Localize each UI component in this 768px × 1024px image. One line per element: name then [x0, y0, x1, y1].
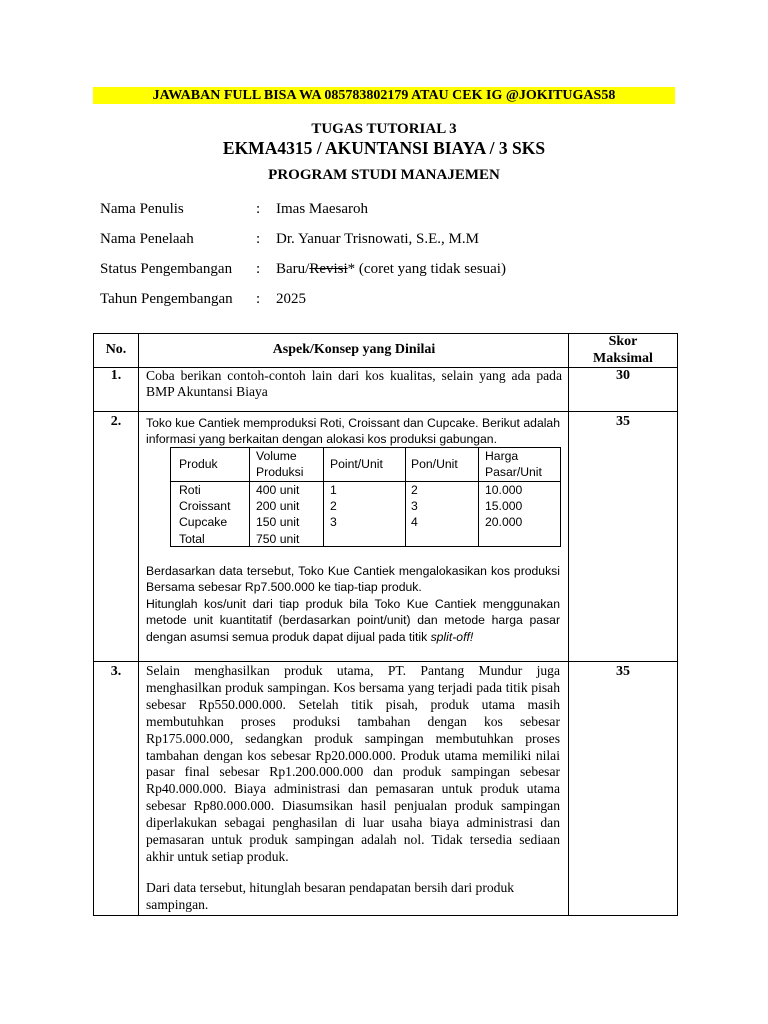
inner-header-pon: Pon/Unit — [411, 457, 458, 471]
product-data-table — [170, 447, 560, 547]
question-text: Selain menghasilkan produk utama, PT. Pantang Mundur juga menghasilkan produk sampingan. Kos bersama yang terjadi pada titik pisah sebesar Rp550.000.000. Setelah titik pisah, produk utama masih membutuhkan proses produksi tambahan dengan kos sebesar Rp175.000.000, sedangkan produk sampingan membutuhkan proses tambahan dengan kos sebesar Rp20.000.000. Produk utama memiliki nilai pasar final sebesar Rp1.200.000.000 dan produk sampingan sebesar Rp40.000.000. Biaya administrasi dan pemasaran untuk produk utama sebesar Rp80.000.000. Diasumsikan hasil penjualan produk sampingan diperlakukan sebagai penghasilan di luar usaha biaya administrasi dan pemasaran untuk produk sampingan adalah nol. Tidak tersedia sediaan akhir untuk setiap produk. — [146, 663, 560, 864]
question-allocation-text: Berdasarkan data tersebut, Toko Kue Cantiek mengalokasikan kos produksi Bersama sebesar Rp7.500.000 ke tiap-tiap produk. — [146, 564, 560, 595]
point-cell: 1 — [330, 483, 337, 497]
inner-header-volume-line1: Volume — [256, 449, 297, 463]
pon-cell: 3 — [411, 499, 418, 514]
max-score: 35 — [616, 664, 630, 679]
meta-value: 2025 — [276, 291, 306, 307]
inner-header-produk: Produk — [179, 457, 218, 471]
question-instruction: Dari data tersebut, hitunglah besaran pendapatan bersih dari produk sampingan. — [146, 880, 515, 912]
pon-cell: 2 — [411, 483, 418, 497]
meta-value: Imas Maesaroh — [276, 201, 369, 217]
inner-col-pon — [411, 482, 418, 531]
course-title: EKMA4315 / AKUNTANSI BIAYA / 3 SKS — [222, 138, 546, 158]
table-row-divider — [93, 661, 678, 662]
assignment-label: TUGAS TUTORIAL 3 — [311, 121, 457, 137]
row-number: 1. — [110, 368, 122, 383]
table-col-divider — [568, 333, 569, 916]
inner-header-harga — [485, 448, 542, 480]
produk-cell: Roti — [179, 483, 201, 497]
inner-header-harga-line2: Pasar/Unit — [485, 465, 542, 480]
inner-col-divider — [405, 447, 406, 547]
meta-colon: : — [256, 261, 261, 277]
meta-colon: : — [256, 201, 261, 217]
volume-cell: 750 unit — [256, 531, 300, 546]
row-number: 3. — [110, 664, 122, 679]
inner-border-left — [170, 447, 171, 547]
header-skor-line1: Skor — [608, 334, 638, 349]
status-revisi-struck: Revisi — [309, 261, 348, 277]
volume-cell: 400 unit — [256, 483, 300, 497]
inner-col-produk — [179, 482, 230, 547]
meta-colon: : — [256, 291, 261, 307]
meta-label: Nama Penelaah — [100, 231, 194, 247]
volume-cell: 150 unit — [256, 515, 300, 530]
question-text: Coba berikan contoh-contoh lain dari kos kualitas, selain yang ada pada BMP Akuntansi Biaya — [146, 368, 562, 399]
inner-header-point: Point/Unit — [330, 457, 383, 471]
inner-header-volume — [256, 448, 303, 480]
produk-cell: Cupcake — [179, 515, 228, 530]
meta-value: Dr. Yanuar Trisnowati, S.E., M.M — [276, 231, 479, 247]
point-cell: 3 — [330, 515, 337, 530]
inner-border-right — [560, 447, 561, 547]
question-intro: Toko kue Cantiek memproduksi Roti, Croissant dan Cupcake. Berikut adalah informasi yang berkaitan dengan alokasi kos produksi gabungan. — [146, 416, 560, 447]
inner-col-volume — [256, 482, 299, 547]
produk-cell: Total — [179, 531, 205, 546]
pon-cell: 4 — [411, 515, 418, 530]
status-baru: Baru/ — [276, 261, 310, 277]
table-border-bottom — [93, 915, 678, 916]
inner-col-divider — [478, 447, 479, 547]
meta-label: Nama Penulis — [100, 201, 184, 217]
program-title: PROGRAM STUDI MANAJEMEN — [268, 167, 500, 183]
inner-header-harga-line1: Harga — [485, 449, 519, 463]
row-number: 2. — [110, 414, 122, 429]
contact-banner: JAWABAN FULL BISA WA 085783802179 ATAU CEK IG @JOKITUGAS58 — [93, 87, 675, 104]
instruction-text: Hitunglah kos/unit dari tiap produk bila Toko Kue Cantiek menggunakan metode unit kuantitatif (berdasarkan point/unit) dan metode harga pasar dengan asumsi semua produk dapat dijual pada titik — [146, 597, 560, 644]
produk-cell: Croissant — [179, 499, 231, 514]
status-note: * (coret yang tidak sesuai) — [347, 261, 506, 277]
instruction-italic: split-off! — [430, 629, 474, 644]
meta-value — [276, 261, 506, 278]
header-no: No. — [105, 342, 127, 357]
meta-label: Status Pengembangan — [100, 261, 233, 277]
point-cell: 2 — [330, 499, 337, 514]
meta-colon: : — [256, 231, 261, 247]
harga-cell: 10.000 — [485, 483, 523, 497]
header-aspek: Aspek/Konsep yang Dinilai — [272, 342, 436, 357]
harga-cell: 20.000 — [485, 515, 523, 530]
question-instruction — [146, 596, 560, 645]
header-skor-line2: Maksimal — [593, 351, 653, 366]
header-skor — [569, 333, 677, 367]
inner-col-harga — [485, 482, 522, 531]
table-row-divider — [93, 411, 678, 412]
harga-cell: 15.000 — [485, 499, 523, 514]
max-score: 30 — [616, 368, 630, 383]
table-col-divider — [138, 333, 139, 916]
inner-col-divider — [323, 447, 324, 547]
table-border-right — [677, 333, 678, 916]
max-score: 35 — [616, 414, 630, 429]
inner-header-volume-line2: Produksi — [256, 465, 304, 480]
volume-cell: 200 unit — [256, 499, 300, 514]
meta-label: Tahun Pengembangan — [100, 291, 233, 307]
inner-col-point — [330, 482, 337, 531]
inner-col-divider — [249, 447, 250, 547]
